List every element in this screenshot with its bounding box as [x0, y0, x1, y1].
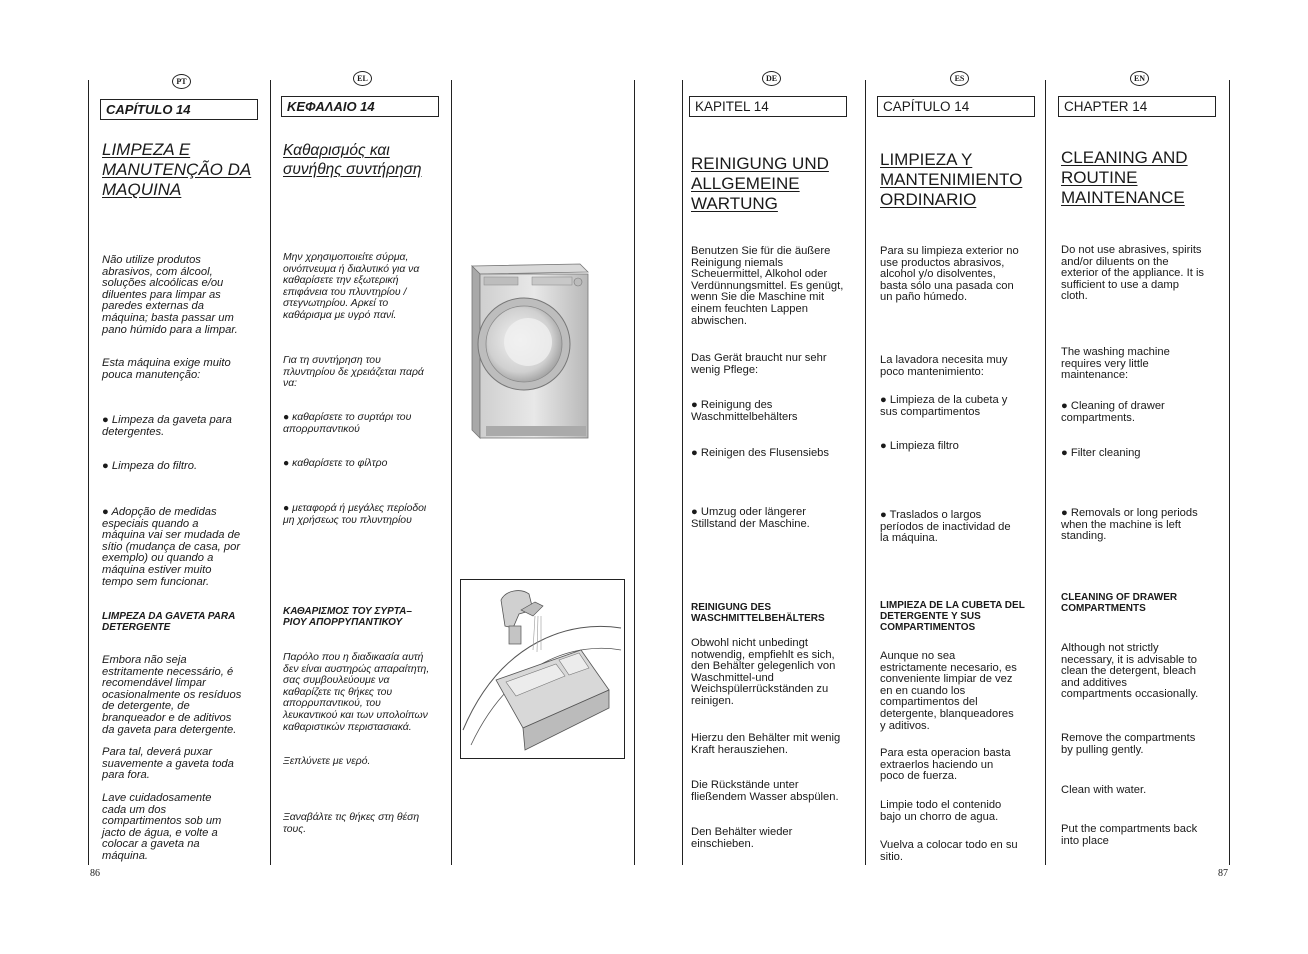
- drawer-illustration: [460, 579, 625, 759]
- bullet-el-3: ● μεταφορά ή μεγάλες περίοδοι μη χρήσεως του πλυντηρίου: [283, 503, 427, 526]
- paragraph-es-4: Para esta operacion basta extraerlos haciendo un poco de fuerza.: [880, 747, 1011, 783]
- bullet-en-1: ● Cleaning of drawer compartments.: [1061, 400, 1165, 424]
- subheading-es: LIMPIEZA DE LA CUBETA DEL DETERGENTE Y SUS COMPARTIMENTOS: [880, 600, 1025, 633]
- column-rule: [682, 80, 683, 865]
- paragraph-pt-1: Não utilize produtos abrasivos, com álcool, soluções alcoólicas e/ou diluentes para limpar as paredes externas da máquina; basta passar um pano húmido para a limpar.: [102, 254, 238, 336]
- paragraph-de-5: Die Rückstände unter fließendem Wasser abspülen.: [691, 779, 839, 803]
- paragraph-en-2: The washing machine requires very little maintenance:: [1061, 346, 1170, 382]
- paragraph-en-5: Clean with water.: [1061, 784, 1147, 796]
- bullet-de-3: ● Umzug oder längerer Stillstand der Maschine.: [691, 506, 810, 530]
- paragraph-es-1: Para su limpieza exterior no use productos abrasivos, alcohol y/o disolventes, basta sólo una pasada con un paño húmedo.: [880, 245, 1019, 304]
- bullet-pt-1: ● Limpeza da gaveta para detergentes.: [102, 414, 232, 438]
- column-rule: [1229, 80, 1230, 865]
- paragraph-en-4: Remove the compartments by pulling gently.: [1061, 732, 1196, 756]
- column-rule: [270, 80, 271, 865]
- bullet-en-2: ● Filter cleaning: [1061, 447, 1141, 459]
- paragraph-en-6: Put the compartments back into place: [1061, 823, 1198, 847]
- paragraph-el-1: Μην χρησιμοποιείτε σύρμα, οινόπνευμα ή διαλυτικό για να καθαρίσετε την εξωτερική επιφάνεια του πλυντηρίου / στεγνωτηρίου. Αρκεί το καθάρισμα με υγρό πανί.: [283, 252, 420, 321]
- paragraph-de-6: Den Behälter wieder einschieben.: [691, 826, 793, 850]
- subheading-de: REINIGUNG DES WASCHMITTELBEHÄLTERS: [691, 602, 825, 624]
- bullet-es-2: ● Limpieza filtro: [880, 440, 959, 452]
- language-badge-en: EN: [1130, 71, 1149, 86]
- column-rule: [865, 80, 866, 865]
- language-badge-es: ES: [950, 71, 969, 86]
- chapter-heading-pt: CAPÍTULO 14: [100, 99, 258, 120]
- chapter-heading-en: CHAPTER 14: [1058, 96, 1216, 117]
- page-number-left: 86: [90, 868, 100, 879]
- paragraph-pt-4: Para tal, deverá puxar suavemente a gaveta toda para fora.: [102, 746, 234, 782]
- page-number-right: 87: [1218, 868, 1228, 879]
- bullet-es-1: ● Limpieza de la cubeta y sus compartimentos: [880, 394, 1008, 418]
- paragraph-el-3: Παρόλο που η διαδικασία αυτή δεν είναι αυστηρώς απαραίτητη, σας συμβουλεύουμε να καθαρίζετε τις θήκες του απορρυπαντικού, του λευκαντικού και των υπολοίπων καθαριστικών περιστασιακά.: [283, 652, 430, 733]
- washing-machine-illustration: [462, 258, 592, 443]
- bullet-pt-2: ● Limpeza do filtro.: [102, 460, 198, 472]
- language-badge-pt: PT: [172, 74, 191, 89]
- column-rule: [634, 80, 635, 865]
- chapter-heading-es: CAPÍTULO 14: [877, 96, 1035, 117]
- section-title-el: Καθαρισμός και συνήθης συντήρηση: [283, 142, 422, 178]
- subheading-pt: LIMPEZA DA GAVETA PARA DETERGENTE: [102, 611, 236, 633]
- bullet-es-3: ● Traslados o largos períodos de inactividad de la máquina.: [880, 509, 1011, 545]
- paragraph-es-3: Aunque no sea estrictamente necesario, es conveniente limpiar de vez en en cuando los compartimentos del detergente, blanqueadores y aditivos.: [880, 650, 1017, 732]
- section-title-de: REINIGUNG UND ALLGEMEINE WARTUNG: [691, 154, 829, 213]
- paragraph-el-4: Ξεπλύνετε με νερό.: [283, 756, 371, 767]
- bullet-de-2: ● Reinigen des Flusensiebs: [691, 447, 829, 459]
- paragraph-pt-5: Lave cuidadosamente cada um dos compartimentos sob um jacto de água, e volte a colocar a gaveta na máquina.: [102, 792, 222, 862]
- section-title-en: CLEANING AND ROUTINE MAINTENANCE: [1061, 148, 1188, 207]
- paragraph-de-4: Hierzu den Behälter mit wenig Kraft herausziehen.: [691, 732, 841, 756]
- column-rule: [88, 80, 89, 865]
- paragraph-es-2: La lavadora necesita muy poco mantenimiento:: [880, 354, 1008, 378]
- subheading-en: CLEANING OF DRAWER COMPARTMENTS: [1061, 592, 1178, 614]
- chapter-heading-de: KAPITEL 14: [689, 96, 847, 117]
- paragraph-de-3: Obwohl nicht unbedingt notwendig, empfiehlt es sich, den Behälter gelegenlich von Waschmittel-und Weichspülerrückständen zu reinigen.: [691, 637, 836, 707]
- bullet-de-1: ● Reinigung des Waschmittelbehälters: [691, 399, 798, 423]
- column-rule: [1045, 80, 1046, 865]
- paragraph-es-6: Vuelva a colocar todo en su sitio.: [880, 839, 1018, 863]
- chapter-heading-el: ΚΕΦΑΛΑΙΟ 14: [281, 96, 439, 117]
- bullet-en-3: ● Removals or long periods when the machine is left standing.: [1061, 507, 1198, 543]
- column-rule: [451, 80, 452, 865]
- bullet-el-2: ● καθαρίσετε το φίλτρο: [283, 458, 388, 469]
- subheading-el: ΚΑΘΑΡΙΣΜΟΣ ΤΟΥ ΣΥΡΤΑ– ΡΙΟΥ ΑΠΟΡΡΥΠΑΝΤΙΚΟΥ: [283, 606, 412, 628]
- paragraph-es-5: Limpie todo el contenido bajo un chorro de agua.: [880, 799, 1002, 823]
- paragraph-de-2: Das Gerät braucht nur sehr wenig Pflege:: [691, 352, 827, 376]
- paragraph-en-1: Do not use abrasives, spirits and/or diluents on the exterior of the appliance. It is sufficient to use a damp cloth.: [1061, 244, 1205, 303]
- language-badge-el: EL: [353, 71, 372, 86]
- bullet-el-1: ● καθαρίσετε το συρτάρι του απορρυπαντικού: [283, 412, 412, 435]
- section-title-pt: LIMPEZA E MANUTENÇÃO DA MAQUINA: [102, 140, 252, 199]
- section-title-es: LIMPIEZA Y MANTENIMIENTO ORDINARIO: [880, 150, 1023, 209]
- paragraph-en-3: Although not strictly necessary, it is advisable to clean the detergent, bleach and additives compartments occasionally.: [1061, 642, 1199, 701]
- paragraph-el-5: Ξαναβάλτε τις θήκες στη θέση τους.: [283, 812, 420, 835]
- paragraph-de-1: Benutzen Sie für die äußere Reinigung niemals Scheuermittel, Alkohol oder Verdünnungsmittel. Es genügt, wenn Sie die Maschine mit einem feuchten Lappen abwischen.: [691, 245, 844, 327]
- paragraph-el-2: Για τη συντήρηση του πλυντηρίου δε χρειάζεται παρά να:: [283, 355, 424, 390]
- language-badge-de: DE: [762, 71, 781, 86]
- paragraph-pt-2: Esta máquina exige muito pouca manutenção:: [102, 357, 231, 381]
- bullet-pt-3: ● Adopção de medidas especiais quando a máquina vai ser mudada de sítio (mudança de casa, por exemplo) ou quando a máquina estiver muito tempo sem funcionar.: [102, 506, 241, 588]
- paragraph-pt-3: Embora não seja estritamente necessário, é recomendável limpar ocasionalmente os resíduos de detergente, de branqueador e de aditivos da gaveta para detergente.: [102, 654, 242, 736]
